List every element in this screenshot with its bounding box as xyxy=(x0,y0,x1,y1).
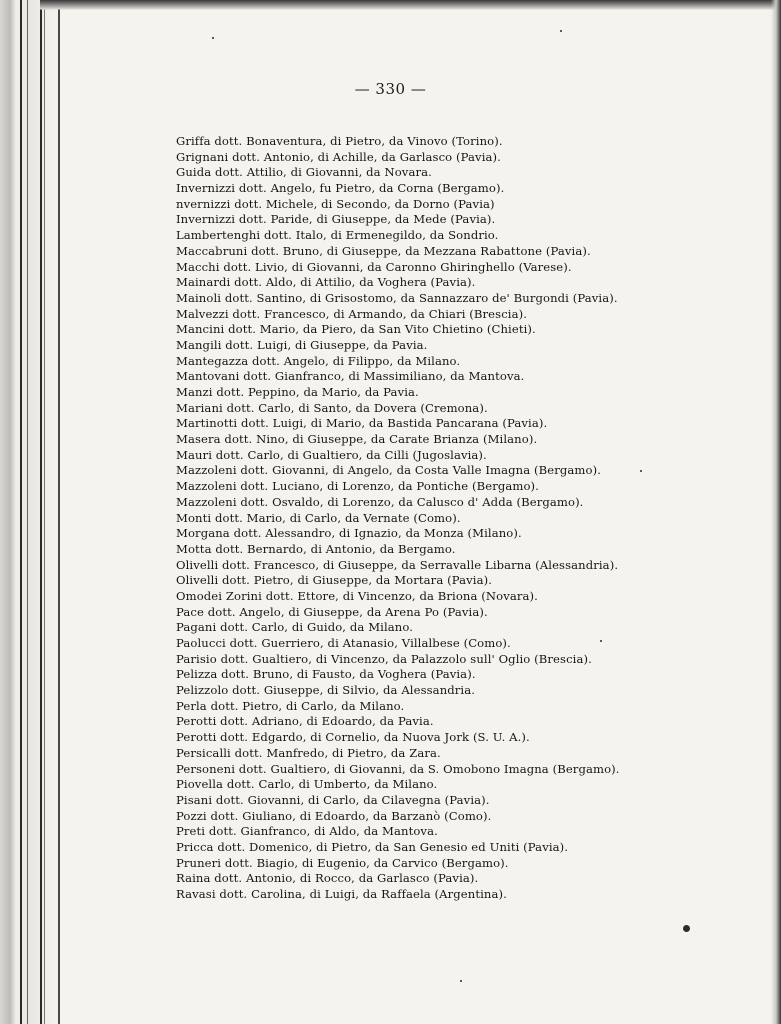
list-item: Pisani dott. Giovanni, di Carlo, da Cilavegna (Pavia). xyxy=(176,792,490,807)
list-item: Perotti dott. Edgardo, di Cornelio, da Nuova Jork (S. U. A.). xyxy=(176,730,530,745)
list-item: Piovella dott. Carlo, di Umberto, da Milano. xyxy=(176,777,438,792)
ink-speck xyxy=(460,980,462,982)
list-item: Mainoli dott. Santino, di Grisostomo, da Sannazzaro de' Burgondi (Pavia). xyxy=(176,290,618,305)
graduate-list xyxy=(176,134,736,903)
binding-edge xyxy=(0,0,62,1024)
right-page-edge xyxy=(771,0,781,1024)
list-item: Masera dott. Nino, di Giuseppe, da Carate Brianza (Milano). xyxy=(176,432,538,447)
list-item: Mainardi dott. Aldo, di Attilio, da Voghera (Pavia). xyxy=(176,275,476,290)
list-item: Invernizzi dott. Angelo, fu Pietro, da Corna (Bergamo). xyxy=(176,181,505,196)
list-item: Paolucci dott. Guerriero, di Atanasio, Villalbese (Como). xyxy=(176,636,511,650)
binding-line xyxy=(20,0,22,1024)
list-item: Lambertenghi dott. Italo, di Ermenegildo, da Sondrio. xyxy=(176,228,499,243)
ink-speck xyxy=(640,470,642,472)
list-item: Malvezzi dott. Francesco, di Armando, da Chiari (Brescia). xyxy=(176,306,528,321)
list-item: Invernizzi dott. Paride, di Giuseppe, da Mede (Pavia). xyxy=(176,212,496,227)
binding-line xyxy=(27,0,28,1024)
list-item: Mazzoleni dott. Giovanni, di Angelo, da Costa Valle Imagna (Bergamo). xyxy=(176,463,602,478)
ink-speck xyxy=(212,37,214,39)
list-item: Pruneri dott. Biagio, di Eugenio, da Carvico (Bergamo). xyxy=(176,855,509,870)
list-item: Pelizza dott. Bruno, di Fausto, da Voghera (Pavia). xyxy=(176,667,476,682)
list-item: Mantegazza dott. Angelo, di Filippo, da Milano. xyxy=(176,353,461,368)
list-item: Raina dott. Antonio, di Rocco, da Garlasco (Pavia). xyxy=(176,871,479,886)
list-item: Perla dott. Pietro, di Carlo, da Milano. xyxy=(176,698,405,713)
list-item: Personeni dott. Gualtiero, di Giovanni, da S. Omobono Imagna (Bergamo). xyxy=(176,761,620,776)
list-item: Perotti dott. Adriano, di Edoardo, da Pavia. xyxy=(176,714,434,729)
list-item: Macchi dott. Livio, di Giovanni, da Caronno Ghiringhello (Varese). xyxy=(176,259,572,274)
list-item: Mazzoleni dott. Luciano, di Lorenzo, da Pontiche (Bergamo). xyxy=(176,479,539,494)
list-item: Motta dott. Bernardo, di Antonio, da Bergamo. xyxy=(176,541,456,556)
list-item: Mazzoleni dott. Osvaldo, di Lorenzo, da Calusco d' Adda (Bergamo). xyxy=(176,494,584,509)
list-item: Pelizzolo dott. Giuseppe, di Silvio, da Alessandria. xyxy=(176,683,476,698)
list-item: Pagani dott. Carlo, di Guido, da Milano. xyxy=(176,620,414,635)
list-item: Mangili dott. Luigi, di Giuseppe, da Pavia. xyxy=(176,337,428,352)
list-item: Olivelli dott. Pietro, di Giuseppe, da Mortara (Pavia). xyxy=(176,573,493,588)
binding-line xyxy=(40,0,42,1024)
ink-speck xyxy=(600,640,602,642)
list-item: Mariani dott. Carlo, di Santo, da Dovera (Cremona). xyxy=(176,400,488,415)
list-item: Guida dott. Attilio, di Giovanni, da Novara. xyxy=(176,165,432,180)
list-item: Parisio dott. Gualtiero, di Vincenzo, da Palazzolo sull' Oglio (Brescia). xyxy=(176,651,592,666)
list-item: Olivelli dott. Francesco, di Giuseppe, da Serravalle Libarna (Alessandria). xyxy=(176,557,619,572)
list-item: Manzi dott. Peppino, da Mario, da Pavia. xyxy=(176,385,419,399)
list-item: Omodei Zorini dott. Ettore, di Vincenzo, da Briona (Novara). xyxy=(176,588,538,603)
list-item: Grignani dott. Antonio, di Achille, da Garlasco (Pavia). xyxy=(176,149,501,164)
top-page-edge xyxy=(40,0,781,10)
list-item: Maccabruni dott. Bruno, di Giuseppe, da Mezzana Rabattone (Pavia). xyxy=(176,243,591,258)
list-item: Morgana dott. Alessandro, di Ignazio, da Monza (Milano). xyxy=(176,526,522,541)
list-item: Mauri dott. Carlo, di Gualtiero, da Cilli (Jugoslavia). xyxy=(176,447,487,462)
binding-line xyxy=(44,0,45,1024)
binding-line xyxy=(58,0,60,1024)
list-item: Mantovani dott. Gianfranco, di Massimiliano, da Mantova. xyxy=(176,369,525,384)
ink-speck xyxy=(560,30,562,32)
list-item: Martinotti dott. Luigi, di Mario, da Bastida Pancarana (Pavia). xyxy=(176,416,548,431)
list-item: Pace dott. Angelo, di Giuseppe, da Arena Po (Pavia). xyxy=(176,604,488,619)
list-item: Ravasi dott. Carolina, di Luigi, da Raffaela (Argentina). xyxy=(176,887,507,901)
list-item: nvernizzi dott. Michele, di Secondo, da Dorno (Pavia) xyxy=(176,196,495,211)
list-item: Persicalli dott. Manfredo, di Pietro, da Zara. xyxy=(176,745,441,760)
list-item: Monti dott. Mario, di Carlo, da Vernate (Como). xyxy=(176,510,461,525)
list-item: Pricca dott. Domenico, di Pietro, da San Genesio ed Uniti (Pavia). xyxy=(176,839,569,854)
ink-speck xyxy=(683,925,690,932)
list-item: Mancini dott. Mario, da Piero, da San Vito Chietino (Chieti). xyxy=(176,322,536,337)
list-item: Pozzi dott. Giuliano, di Edoardo, da Barzanò (Como). xyxy=(176,808,492,823)
list-item: Preti dott. Gianfranco, di Aldo, da Mantova. xyxy=(176,824,438,839)
list-item: Griffa dott. Bonaventura, di Pietro, da Vinovo (Torino). xyxy=(176,134,503,148)
page-number: — 330 — xyxy=(354,80,427,98)
